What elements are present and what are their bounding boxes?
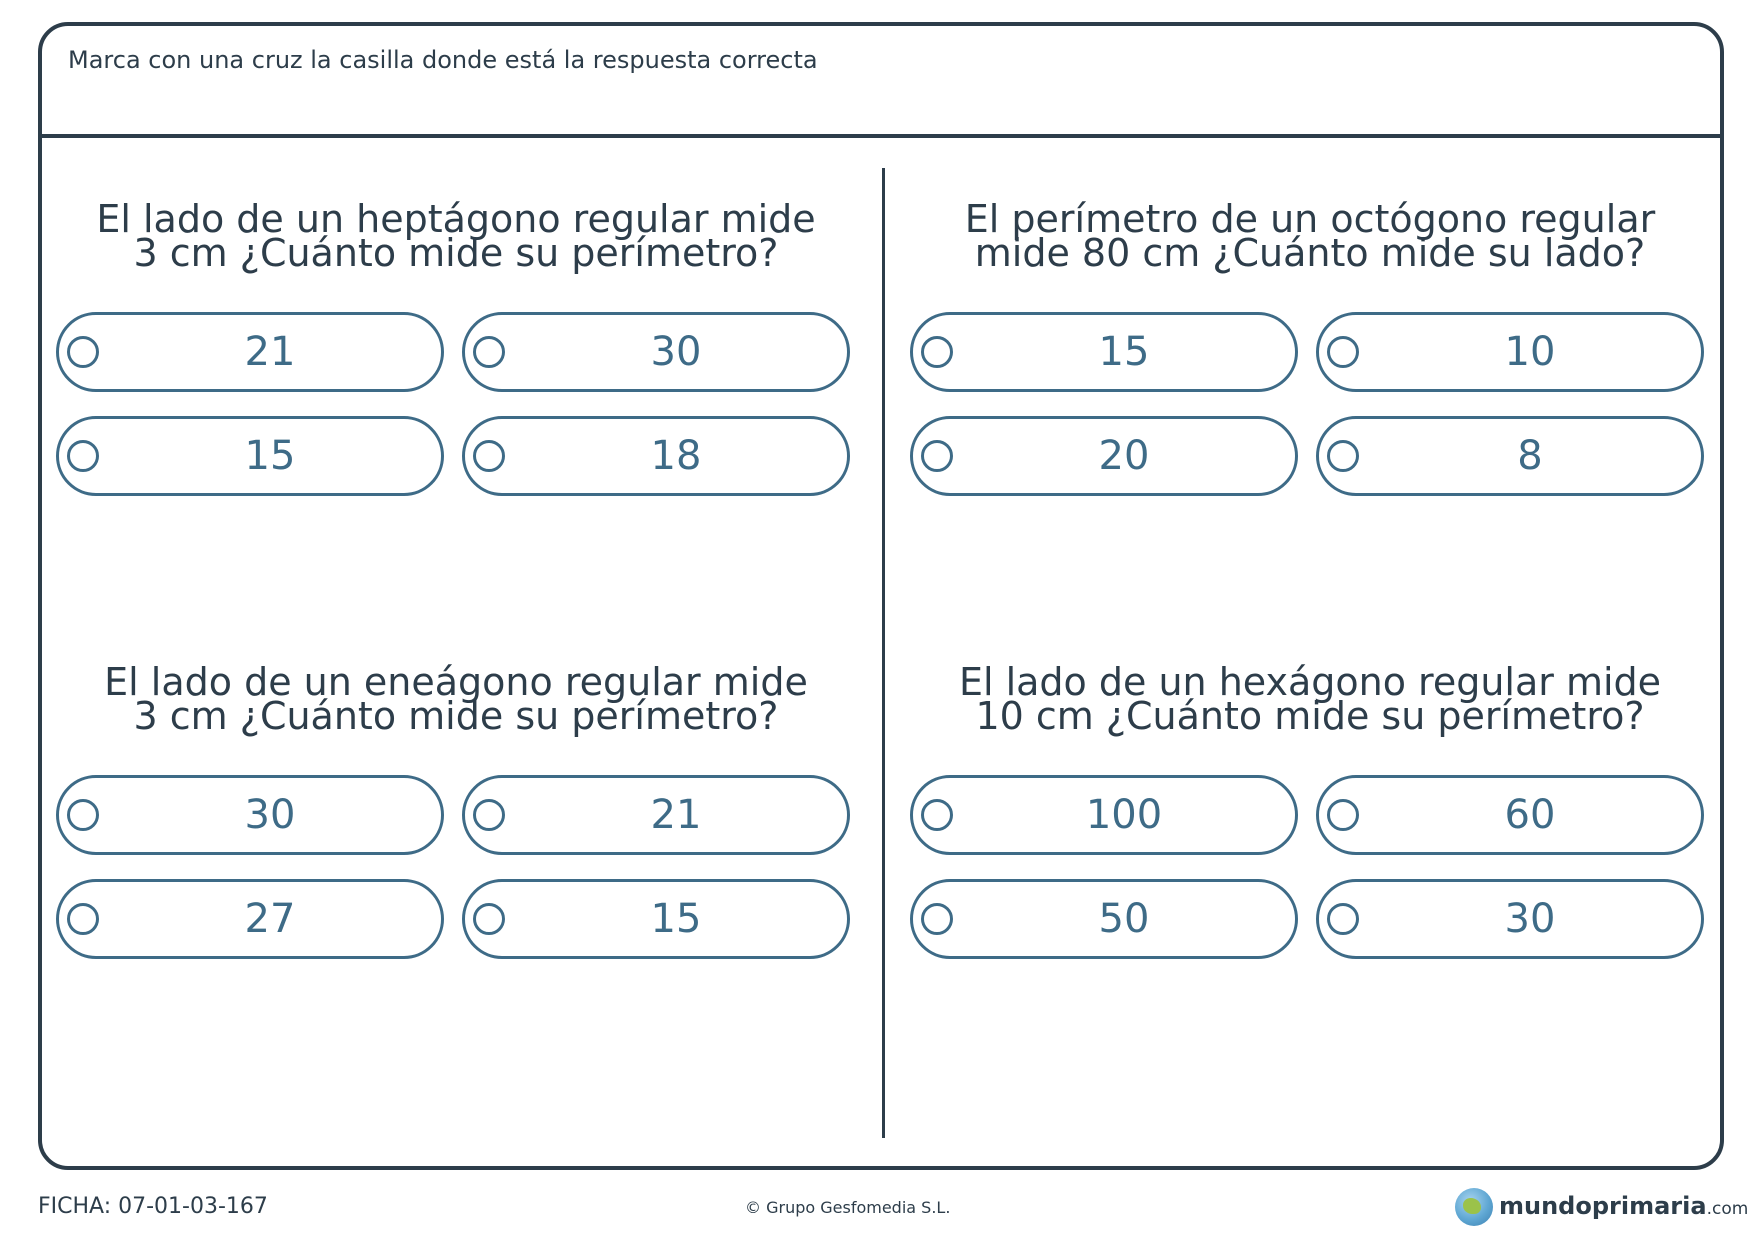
radio-circle-icon[interactable] — [473, 903, 505, 935]
question-line-1: El lado de un eneágono regular mide — [104, 660, 808, 704]
answer-label: 30 — [244, 792, 296, 838]
answer-label: 21 — [650, 792, 702, 838]
radio-circle-icon[interactable] — [921, 440, 953, 472]
radio-circle-icon[interactable] — [67, 336, 99, 368]
answer-option[interactable] — [462, 879, 850, 959]
answer-label: 100 — [1085, 792, 1163, 838]
site-logo[interactable] — [1455, 1186, 1749, 1230]
worksheet-code: FICHA: 07-01-03-167 — [38, 1194, 268, 1219]
answer-option[interactable] — [1316, 879, 1704, 959]
answer-option[interactable] — [56, 775, 444, 855]
question-line-1: El perímetro de un octógono regular — [964, 197, 1656, 241]
question-text — [910, 660, 1710, 738]
instructions-header — [42, 26, 1720, 138]
answer-option[interactable] — [910, 312, 1298, 392]
answer-option[interactable] — [1316, 775, 1704, 855]
answer-label: 15 — [244, 433, 296, 479]
globe-icon — [1455, 1188, 1493, 1226]
radio-circle-icon[interactable] — [1327, 336, 1359, 368]
answer-option[interactable] — [56, 312, 444, 392]
radio-circle-icon[interactable] — [921, 336, 953, 368]
answer-options — [910, 775, 1710, 965]
answer-options — [56, 312, 856, 502]
answer-options — [56, 775, 856, 965]
radio-circle-icon[interactable] — [1327, 903, 1359, 935]
answer-label: 27 — [244, 896, 296, 942]
answer-option[interactable] — [462, 312, 850, 392]
answer-label: 50 — [1098, 896, 1150, 942]
answer-option[interactable] — [1316, 416, 1704, 496]
answer-label: 8 — [1517, 433, 1543, 479]
answer-label: 15 — [1098, 329, 1150, 375]
copyright-notice: © Grupo Gesfomedia S.L. — [745, 1198, 951, 1217]
radio-circle-icon[interactable] — [1327, 440, 1359, 472]
radio-circle-icon[interactable] — [921, 903, 953, 935]
question-3 — [56, 660, 856, 942]
question-line-2: 3 cm ¿Cuánto mide su perímetro? — [133, 694, 779, 738]
question-text — [910, 197, 1710, 275]
question-line-1: El lado de un heptágono regular mide — [96, 197, 816, 241]
column-divider — [882, 168, 885, 1138]
answer-label: 20 — [1098, 433, 1150, 479]
answer-option[interactable] — [910, 879, 1298, 959]
radio-circle-icon[interactable] — [67, 799, 99, 831]
answer-option[interactable] — [910, 775, 1298, 855]
answer-option[interactable] — [462, 775, 850, 855]
answer-options — [910, 312, 1710, 502]
logo-wordmark — [1499, 1192, 1748, 1220]
radio-circle-icon[interactable] — [67, 903, 99, 935]
logo-name: mundoprimaria — [1499, 1192, 1707, 1220]
question-text — [56, 197, 856, 275]
question-1 — [56, 197, 856, 479]
radio-circle-icon[interactable] — [1327, 799, 1359, 831]
answer-option[interactable] — [910, 416, 1298, 496]
worksheet — [38, 22, 1724, 1170]
answer-label: 60 — [1504, 792, 1556, 838]
radio-circle-icon[interactable] — [473, 440, 505, 472]
answer-label: 30 — [650, 329, 702, 375]
answer-label: 21 — [244, 329, 296, 375]
answer-option[interactable] — [462, 416, 850, 496]
answer-label: 30 — [1504, 896, 1556, 942]
question-line-2: 10 cm ¿Cuánto mide su perímetro? — [975, 694, 1645, 738]
question-line-1: El lado de un hexágono regular mide — [958, 660, 1662, 704]
answer-label: 15 — [650, 896, 702, 942]
answer-label: 10 — [1504, 329, 1556, 375]
radio-circle-icon[interactable] — [473, 336, 505, 368]
logo-domain: .com — [1706, 1199, 1749, 1219]
answer-option[interactable] — [1316, 312, 1704, 392]
answer-label: 18 — [650, 433, 702, 479]
question-4 — [910, 660, 1710, 942]
question-text — [56, 660, 856, 738]
answer-option[interactable] — [56, 879, 444, 959]
answer-option[interactable] — [56, 416, 444, 496]
question-line-2: mide 80 cm ¿Cuánto mide su lado? — [974, 231, 1646, 275]
question-2 — [910, 197, 1710, 479]
instructions-text: Marca con una cruz la casilla donde está la respuesta correcta — [68, 46, 818, 74]
radio-circle-icon[interactable] — [921, 799, 953, 831]
radio-circle-icon[interactable] — [67, 440, 99, 472]
radio-circle-icon[interactable] — [473, 799, 505, 831]
question-line-2: 3 cm ¿Cuánto mide su perímetro? — [133, 231, 779, 275]
